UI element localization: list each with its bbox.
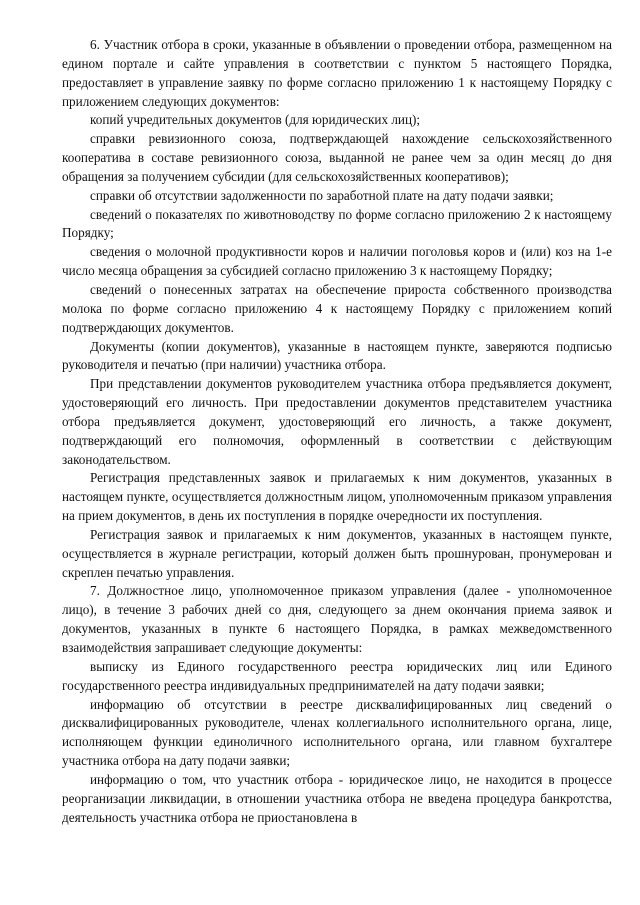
list-item-milk-productivity: сведения о молочной продуктивности коров и наличии поголовья коров и (или) коз на 1-е число месяца обращения за субсидией согласно приложению 3 к настоящему Порядку;	[62, 244, 612, 279]
document-body	[62, 36, 612, 827]
list-item-livestock-indicators: сведений о показателях по животноводству по форме согласно приложению 2 к настоящему Порядку;	[62, 206, 612, 241]
paragraph-item-7: 7. Должностное лицо, уполномоченное приказом управления (далее - уполномоченное лицо), в течение 3 рабочих дней со дня, следующего за днем окончания приема заявок и документов, указанных в пункте 6 настоящего Порядка, в рамках межведомственного взаимодействия запрашивает следующие документы:	[62, 583, 612, 655]
paragraph-identity: При представлении документов руководителем участника отбора предъявляется документ, удостоверяющий его личность. При предоставлении документов представителем участника отбора предъявляется документ, удостоверяющий его личность, а также документ, подтверждающий его полномочия, оформленный в соответствии с действующим законодательством.	[62, 376, 612, 467]
list-item-costs-incurred: сведений о понесенных затратах на обеспечение прироста собственного производства молока по форме согласно приложению 4 к настоящему Порядку с приложением копий подтверждающих документов.	[62, 281, 612, 335]
list-item-wage-debt-certificate: справки об отсутствии задолженности по заработной плате на дату подачи заявки;	[90, 187, 554, 203]
list-item-founding-documents: копий учредительных документов (для юридических лиц);	[90, 112, 421, 128]
paragraph-registration-journal: Регистрация заявок и прилагаемых к ним документов, указанных в настоящем пункте, осуществляется в журнале регистрации, который должен быть прошнурован, пронумерован и скреплен печатью управления.	[62, 526, 612, 580]
paragraph-registration: Регистрация представленных заявок и прилагаемых к ним документов, указанных в настоящем пункте, осуществляется должностным лицом, уполномоченным приказом управления на прием документов, в день их поступления в порядке очередности их поступления.	[62, 470, 612, 524]
list-item-audit-union-certificate: справки ревизионного союза, подтверждающей нахождение сельскохозяйственного кооператива в составе ревизионного союза, выданной не ранее чем за один месяц до дня обращения за получением субсидии (для сельскохозяйственных кооперативов);	[62, 131, 612, 184]
paragraph-certification: Документы (копии документов), указанные в настоящем пункте, заверяются подписью руководителя и печатью (при наличии) участника отбора.	[62, 338, 612, 373]
list-item-disqualified-persons: информацию об отсутствии в реестре дисквалифицированных лиц сведений о дисквалифицированных руководителе, членах коллегиального исполнительного органа, лице, исполняющем функции единоличного исполнительного органа, или главном бухгалтере участника отбора на дату подачи заявки;	[62, 696, 612, 769]
list-item-registry-extract: выписку из Единого государственного реестра юридических лиц или Единого государственного реестра индивидуальных предпринимателей на дату подачи заявки;	[62, 658, 612, 693]
paragraph-item-6: 6. Участник отбора в сроки, указанные в объявлении о проведении отбора, размещенном на едином портале и сайте управления в соответствии с пунктом 5 настоящего Порядка, предоставляет в управление заявку по форме согласно приложению 1 к настоящему Порядку с приложением следующих документов:	[62, 37, 612, 109]
list-item-reorganization-status: информацию о том, что участник отбора - юридическое лицо, не находится в процессе реорганизации ликвидации, в отношении участника отбора не введена процедура банкротства, деятельность участника отбора не приостановлена в	[62, 771, 612, 825]
